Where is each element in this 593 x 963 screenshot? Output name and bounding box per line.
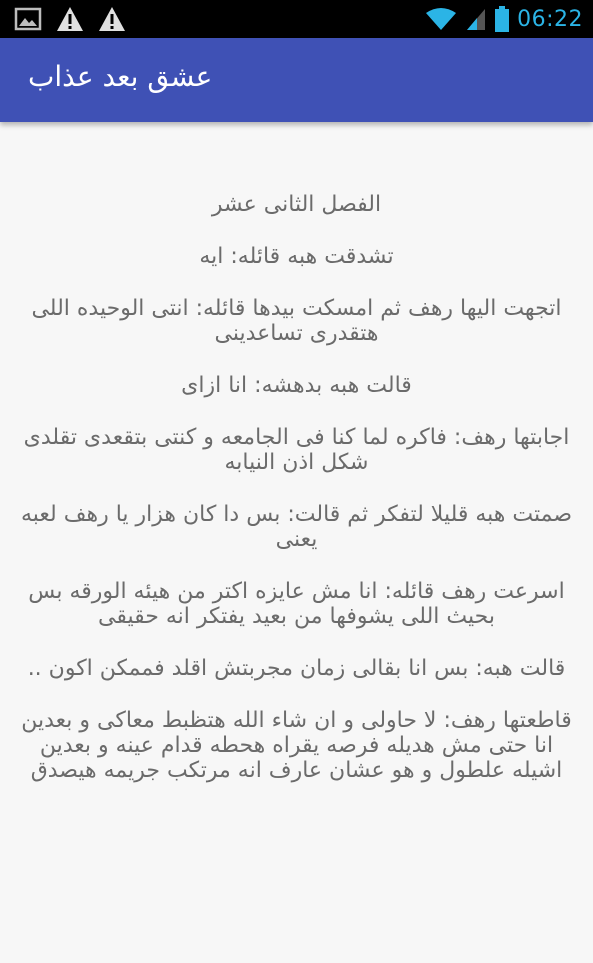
paragraph: اجابتها رهف: فاكره لما كنا فى الجامعه و كنتى بتقعدى تقلدى شكل اذن النيابه: [23, 425, 570, 475]
clock: 06:22: [517, 6, 583, 32]
paragraph: اتجهت اليها رهف ثم امسكت بيدها قائله: انتى الوحيده اللى هتقدرى تساعدينى: [31, 296, 562, 346]
paragraph: قالت هبه بدهشه: انا ازاى: [181, 373, 412, 398]
warning-icon: [56, 6, 84, 32]
wifi-icon: [425, 7, 457, 31]
paragraph: صمتت هبه قليلا لتفكر ثم قالت: بس دا كان هزار يا رهف لعبه يعنى: [20, 502, 573, 552]
page-title: عشق بعد عذاب: [28, 60, 213, 93]
paragraph: قاطعتها رهف: لا حاولى و ان شاء الله هتظبط معاكى و بعدين انا حتى مش هديله فرصه يقراه هحطه قدام عينه و بعدين اشيله علطول و هو عشان عارف انه مرتكب جريمه هيصدق: [21, 708, 572, 783]
notification-icons: [14, 6, 126, 32]
paragraph: تشدقت هبه قائله: ايه: [199, 244, 394, 269]
app-bar: [0, 38, 593, 122]
paragraph: الفصل الثانى عشر: [211, 192, 382, 217]
battery-icon: [495, 6, 509, 32]
warning-icon: [98, 6, 126, 32]
status-bar: [0, 0, 593, 38]
cell-signal-icon: [465, 7, 487, 31]
chapter-text: [14, 192, 579, 810]
paragraph: قالت هبه: بس انا بقالى زمان مجربتش اقلد فممكن اكون ..: [27, 656, 566, 681]
system-status: [425, 6, 583, 32]
image-notification-icon: [14, 6, 42, 32]
paragraph: اسرعت رهف قائله: انا مش عايزه اكتر من هيئه الورقه بس بحيث اللى يشوفها من بعيد يفتكر انه حقيقى: [28, 579, 565, 629]
